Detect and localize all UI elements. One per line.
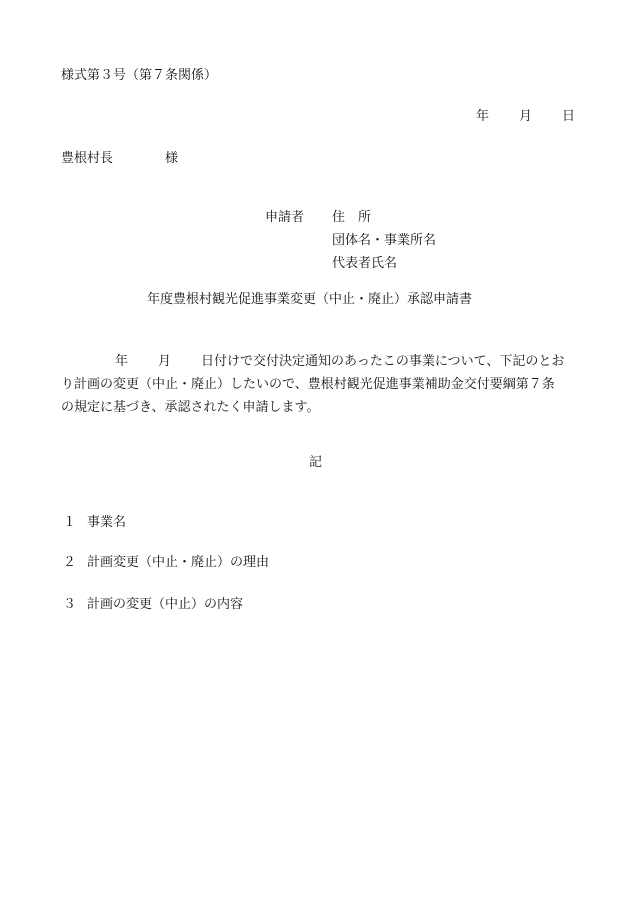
item-number: ３ [63, 597, 77, 612]
recipient-honorific: 様 [165, 151, 179, 166]
body-line-3: の規定に基づき、承認されたく申請します。 [61, 400, 320, 415]
body-line-2: り計画の変更（中止・廃止）したいので、豊根村観光促進事業補助金交付要綱第７条 [61, 377, 555, 392]
date-year-label: 年 [476, 109, 490, 124]
body-paragraph [61, 350, 573, 419]
ki-heading: 記 [309, 455, 323, 470]
body-line-1-text: 日付けで交付決定通知のあったこの事業について、下記のとお [201, 354, 565, 369]
date-month-label: 月 [519, 109, 533, 124]
item-number: １ [63, 515, 77, 530]
body-year-label: 年 [115, 354, 129, 369]
applicant-representative-field: 代表者氏名 [332, 256, 398, 271]
item-label: 計画変更（中止・廃止）の理由 [87, 555, 270, 570]
recipient-name: 豊根村長 [61, 151, 114, 166]
document-title: 年度豊根村観光促進事業変更（中止・廃止）承認申請書 [147, 292, 473, 307]
body-month-label: 月 [158, 354, 172, 369]
body-line-1 [61, 350, 573, 373]
item-label: 事業名 [87, 515, 127, 530]
applicant-label: 申請者 [265, 210, 305, 225]
applicant-fields [332, 211, 436, 280]
item-number: ２ [63, 555, 77, 570]
list-item [63, 516, 126, 529]
form-number: 様式第３号（第７条関係） [61, 68, 218, 83]
item-label: 計画の変更（中止）の内容 [87, 597, 244, 612]
recipient [61, 152, 178, 165]
list-item [63, 598, 243, 611]
list-item [63, 556, 269, 569]
date-day-label: 日 [562, 109, 576, 124]
applicant-address-field: 住 所 [332, 210, 372, 225]
applicant-organization-field: 団体名・事業所名 [332, 233, 437, 248]
date-line [476, 110, 575, 123]
